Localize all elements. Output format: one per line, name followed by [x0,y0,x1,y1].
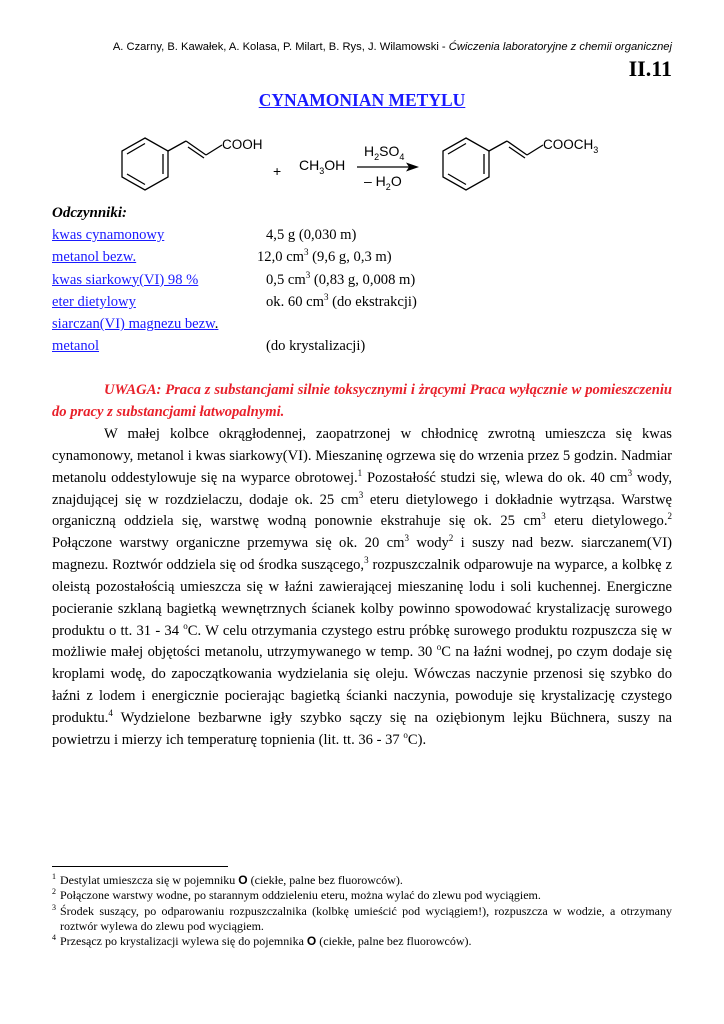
book-title: Ćwiczenia laboratoryjne z chemii organicznej [448,41,672,53]
reagent-name-tail: . [214,316,219,333]
reagent-row [52,269,672,291]
chapter-number: II.11 [628,56,672,81]
reagent-row [52,246,672,268]
container-mark: O [306,934,317,949]
reagents-heading: Odczynniki: [52,205,127,221]
superscript: 1 [357,467,363,478]
authors-text: A. Czarny, B. Kawałek, A. Kolasa, P. Milart, B. Rys, J. Wilamowski - [112,41,449,53]
reaction-scheme [0,118,724,206]
cooh-group: COOH [222,137,263,152]
footnote-number: 4 [52,933,56,943]
reaction-arrow [357,163,419,172]
superscript: 2 [448,533,454,544]
reagent-name[interactable]: metanol bezw. [52,249,137,266]
plus-sign: + [273,163,282,179]
superscript: 3 [364,555,369,566]
superscript: 3 [627,467,633,478]
footnote-separator [52,866,228,867]
superscript: o [403,729,408,740]
footnote-number: 3 [52,902,56,912]
methanol-formula: $CH_3OH$ [299,157,346,176]
superscript: 3 [304,247,309,258]
superscript: o [183,620,188,631]
byproduct-formula: – $H_2O$ [364,173,402,192]
footnotes [52,873,672,949]
procedure-paragraph: W małej kolbce okrągłodennej, zaopatrzonej w chłodnicę zwrotną umieszcza się kwas cynamonowy, metanol i kwas siarkowy(VI). Mieszaninę ogrzewa się do wrzenia przez 5 godzin. Nadmiar metanolu oddestylowuje się na wyparce obrotowej.$^1$ Pozostałość studzi się, wlewa do ok. 40 $cm^3$ wody, znajdującej się w rozdzielaczu, dodaje ok. 25 $cm^3$ eteru dietylowego i dokładnie wytrząsa. Warstwę organiczną oddziela się, warstwę wodną ponownie ekstrahuje się ok. 25 $cm^3$ eteru dietylowego.$^2$ Połączone warstwy organiczne przemywa się ok. 20 $cm^3$ wody$^2$ i suszy nad bezw. siarczanem(VI) magnezu. Roztwór oddziela się od środka suszącego,$^3$ rozpuszczalnik odparowuje na wyparce, a kolbkę z oleistą pozostałością umieszcza się w łaźni zawierającej mieszaninę lodu i soli kuchennej. Energiczne pocieranie szklaną bagietką wewnętrznych ścianek kolby powinno spowodować krystalizację surowego produktu o tt. 31 - 34 $^o$C. W celu otrzymania czystego estru próbkę surowego produktu rozpuszcza się w możliwie małej objętości metanolu, utrzymywanego w temp. 30 $^o$C na łaźni wodnej, po czym dodaje się kroplami wodę, do zapoczątkowania wydzielania się oleju. Wówczas naczynie przenosi się szybko do łaźni z lodem i energicznie pocierając bagietką ścianki naczynia, powoduje się krystalizację czystego produktu.$^4$ Wydzielone bezbarwne igły szybko sączy się na oziębionym lejku Büchnera, suszy na powietrzu i mierzy ich temperaturę topnienia (lit. tt. 36 - 37 $^o$C). [52,426,672,748]
reagents-list [52,224,672,358]
footnote-4: 4 Przesącz po krystalizacji wylewa się do pojemnika O (ciekłe, palne bez fluorowców). [52,934,672,949]
superscript: 4 [108,708,113,719]
superscript: o [436,642,442,653]
container-mark: O [238,873,248,887]
reagent-name[interactable]: metanol [52,338,100,355]
catalyst-formula: $H_2SO_4$ [364,143,405,162]
reagent-name[interactable]: eter dietylowy [52,293,136,310]
superscript: 2 [667,511,672,522]
reagent-row [52,291,672,313]
footnote-number: 1 [52,872,56,881]
superscript: 3 [358,489,364,500]
superscript: 3 [305,269,311,280]
reagent-row [52,335,672,357]
superscript: 3 [323,292,329,303]
safety-warning: UWAGA: Praca z substancjami silnie toksycznymi i żrącymi Praca wyłącznie w pomieszczeniu do pracy z substancjami łatwopalnymi. [52,382,672,420]
reagent-amount: (do krystalizacji) [266,338,366,355]
header-authors [0,41,672,53]
reagent-amount: 4,5 g (0,030 m) [266,227,357,243]
reagent-row [52,313,672,335]
superscript: 3 [404,533,409,544]
superscript: 3 [541,511,546,522]
footnote-2: 2 Połączone warstwy wodne, po starannym oddzieleniu eteru, można wylać do zlewu pod wyciągiem. [52,888,672,903]
reagent-amount: ok. 60 $cm^3$ (do ekstrakcji) [266,292,417,310]
reagent-amount: 12,0 $cm^3$ (9,6 g, 0,3 m) [257,247,392,266]
cooch3-group: $COOCH_3$ [543,137,599,155]
reagent-amount: 0,5 $cm^3$ (0,83 g, 0,008 m) [266,269,416,288]
cinnamic-acid-structure [122,138,222,190]
footnote-3: 3 Środek suszący, po odparowaniu rozpuszczalnika (kolbkę umieścić pod wyciągiem!), rozpuszcza w wodzie, a otrzymany roztwór wylewa do zlewu pod wyciągiem. [52,904,672,935]
reagent-name[interactable]: siarczan(VI) magnezu bezw. [52,316,219,333]
reagent-row [52,224,672,246]
reagent-name[interactable]: kwas cynamonowy [52,227,165,243]
methyl-cinnamate-structure [443,138,543,190]
footnote-number: 2 [52,887,56,897]
reagent-name[interactable]: kwas siarkowy(VI) 98 % [52,271,199,288]
footnote-1: 1 Destylat umieszcza się w pojemniku O (ciekłe, palne bez fluorowców). [52,873,672,888]
document-title: CYNAMONIAN METYLU [258,90,466,110]
